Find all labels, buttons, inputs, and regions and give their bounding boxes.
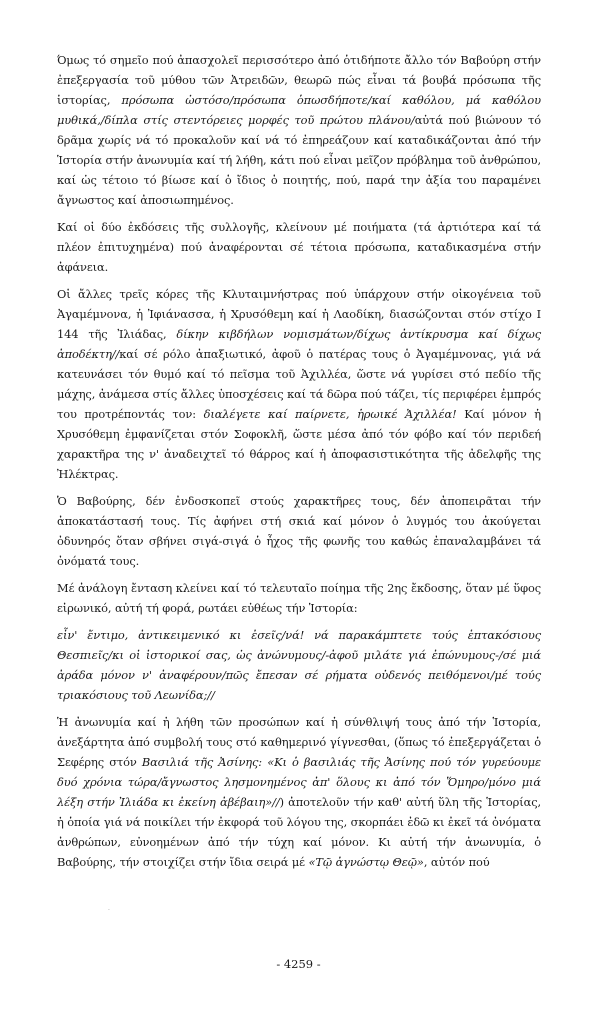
- italic-quote: Βασιλιά τῆς Ἀσίνης: «Κι ὁ βασιλιάς τῆς Ἀσίνης πού τόν γυρεύουμε δυό χρόνια τώρα/ἄγνωστος λησμονημένος ἀπ' ὅλους κι ἀπό τόν Ὅμηρο/μόνο μιά λέξη στήν Ἰλιάδα κι ἐκείνη ἀβέβαιη»//: [57, 755, 541, 809]
- paragraph: [57, 625, 541, 705]
- italic-quote: «Τῷ ἀγνώστῳ Θεῷ»: [308, 855, 424, 869]
- text-run: Καί μόνον ἡ Χρυσόθεμη ἐμφανίζεται στόν Σοφοκλῆ, ὥστε μέσα ἀπό τόν φόβο καί τόν περιδεή χαρακτῆρα της ν' ἀναδειχτεῖ τό θάρρος καί ἡ ἀποφασιστικότητα τῆς ἀδελφῆς της Ἠλέκτρας.: [57, 407, 542, 481]
- text-run: Ὁ Βαβούρης, δέν ἐνδοσκοπεῖ στούς χαρακτῆρες τους, δέν ἀποπειρᾶται τήν ἀποκατάστασή τους. Τίς ἀφήνει στή σκιά καί μόνον ὁ λυγμός του ἀκούγεται ὀδυνηρός ὅταν σβήνει σιγά-σιγά ὁ ἦχος τῆς φωνῆς του καθώς ἐπαναλαμβάνει τά ὀνόματά τους.: [57, 494, 541, 568]
- text-run: Οἱ ἄλλες τρεῖς κόρες τῆς Κλυταιμνήστρας πού ὑπάρχουν στήν οἰκογένεια τοῦ Ἀγαμέμνονα, ἡ Ἰφιάνασσα, ἡ Χρυσόθεμη καί ἡ Λαοδίκη, διασώζονται στόν στίχο Ι 144 τῆς Ἰλιάδας,: [57, 287, 541, 341]
- paragraph: [57, 50, 541, 210]
- text-run: , αὐτόν πού: [423, 855, 490, 869]
- paragraph: [57, 578, 541, 618]
- text-run: αὐτά πού βιώνουν τό δρᾶμα χωρίς νά τό προκαλοῦν καί νά τό ἐπηρεάζουν καί καταδικάζονται ἀπό τήν Ἱστορία στήν ἀνωνυμία καί τή λήθη, κάτι πού εἶναι μεῖζον πρόβλημα τοῦ ἀνθρώπου, καί ὡς τέτοιο τό βίωσε καί ὁ ἴδιος ὁ ποιητής, πού, παρά την ἀξία του παραμένει ἄγνωστος καί ἀποσιωπημένος.: [57, 113, 541, 207]
- paragraph: [57, 712, 541, 872]
- text-run: Μέ ἀνάλογη ἔνταση κλείνει καί τό τελευταῖο ποίημα τῆς 2ης ἔκδοσης, ὅταν μέ ὕφος εἰρωνικό, αὐτή τή φορά, ρωτάει εὐθέως τήν Ἱστορία:: [57, 581, 541, 615]
- paragraph: [57, 284, 541, 484]
- paragraph: [57, 491, 541, 571]
- text-run: Καί οἱ δύο ἐκδόσεις τῆς συλλογῆς, κλείνουν μέ ποιήματα (τά ἀρτιότερα καί τά πλέον ἐπιτυχημένα) πού ἀναφέρονται σέ τέτοια πρόσωπα, καταδικασμένα στήν ἀφάνεια.: [57, 220, 541, 274]
- page-speck: ·: [108, 907, 110, 914]
- page-body: [57, 50, 541, 879]
- italic-quote: πρόσωπα ὡστόσο/πρόσωπα ὁπωσδήποτε/καί καθόλου, μά καθόλου μυθικά,/δίπλα στίς στεντόρειες μορφές τοῦ πρώτου πλάνου/: [57, 93, 541, 127]
- text-run: Όμως τό σημεῖο πού ἀπασχολεῖ περισσότερο ἀπό ὁτιδήποτε ἄλλο τόν Βαβούρη στήν ἐπεξεργασία τοῦ μύθου τῶν Ἀτρειδῶν, θεωρῶ πώς εἶναι τά βουβά πρόσωπα τῆς ἱστορίας,: [57, 53, 541, 107]
- italic-quote: διαλέγετε καί παίρνετε, ἡρωικέ Ἀχιλλέα!: [203, 407, 457, 421]
- text-run: ) ἀποτελοῦν τήν καθ' αὐτή ὕλη τῆς Ἱστορίας, ἡ ὁποία γιά νά ποικίλει τήν ἐκφορά τοῦ λόγου της, σκορπάει ἐδῶ κι ἐκεῖ τά ὀνόματα ἀνθρώπων, εὐνοημένων ἀπό τήν τύχη καί μόνον. Κι αὐτή τήν ἀνωνυμία, ὁ Βαβούρης, τήν στοιχίζει στήν ἴδια σειρά μέ: [57, 795, 541, 869]
- italic-quote: δίκην κιβδήλων νομισμάτων/δίχως ἀντίκρυσμα καί δίχως ἀποδέκτη//: [57, 327, 541, 361]
- paragraph: [57, 217, 541, 277]
- italic-quote: εἶν' ἔντιμο, ἀντικειμενικό κι ἐσεῖς/νά! νά παρακάμπτετε τούς ἑπτακόσιους Θεσπιεῖς/κι οἱ ἱστορικοί σας, ὡς ἀνώνυμους/-ἀφοῦ μιλάτε γιά ἐπώνυμους-/σέ μιά ἀράδα μόνον ν' ἀναφέρουν/πῶς ἔπεσαν σέ ρήματα οὐδενός πειθόμενοι/μέ τούς τριακόσιους τοῦ Λεωνίδα;//: [57, 628, 541, 702]
- text-run: καί σέ ρόλο ἀπαξιωτικό, ἀφοῦ ὁ πατέρας τους ὁ Ἀγαμέμνονας, γιά νά κατευνάσει τόν θυμό καί τό πεῖσμα τοῦ Ἀχιλλέα, ὥστε νά γυρίσει στό πεδίο τῆς μάχης, ἀνάμεσα στίς ἄλλες ὑποσχέσεις καί τά δῶρα πού τάζει, τίς περιφέρει ἐμπρός του προτρέποντάς τον:: [57, 347, 541, 421]
- page-number: - 4259 -: [276, 957, 321, 971]
- text-run: Ἡ ἀνωνυμία καί ἡ λήθη τῶν προσώπων καί ἡ σύνθλιψή τους ἀπό τήν Ἱστορία, ἀνεξάρτητα ἀπό συμβολή τους στό καθημερινό γίγνεσθαι, (ὅπως τό ἐπεξεργάζεται ὁ Σεφέρης στόν: [57, 715, 541, 769]
